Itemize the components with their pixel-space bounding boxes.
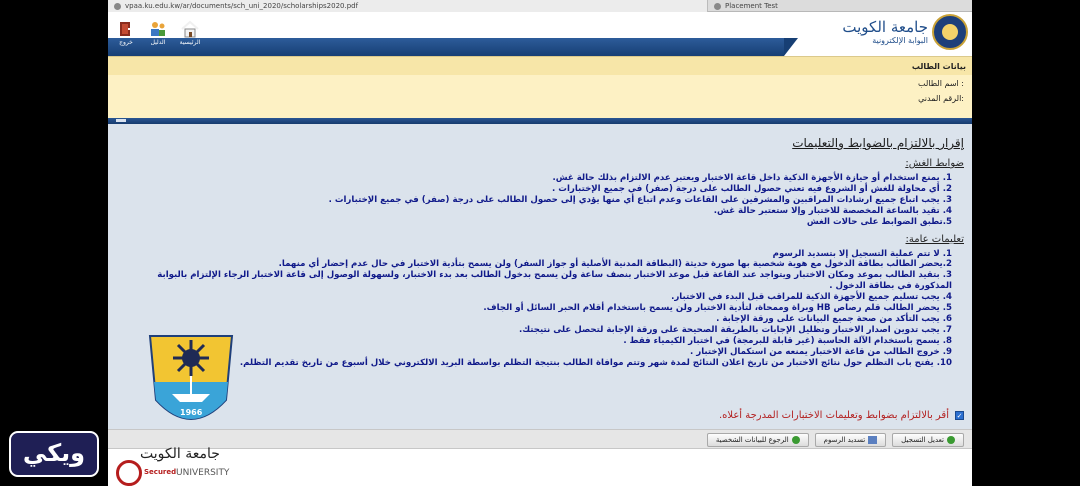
back-arrow-icon	[792, 436, 800, 444]
portal-header	[108, 12, 972, 56]
tab-url: vpaa.ku.edu.kw/ar/documents/sch_uni_2020/scholarships2020.pdf	[125, 2, 359, 10]
list-item: 5.تطبق الضوابط على حالات الغش	[806, 216, 952, 227]
list-item: 7. يجب تدوين اصدار الاختبار وتظليل الإجابات بالطريقة الصحيحة على ورقة الإجابة لتحصل على نتيجتك.	[519, 324, 952, 335]
left-letterbox	[0, 0, 108, 486]
portal-name: البوابة الإلكترونية	[872, 36, 928, 45]
action-buttons	[108, 429, 972, 449]
nav-exit-label: خروج	[119, 39, 133, 46]
list-item: 4. تقيد بالساعة المخصصة للاختبار وإلا ستعتبر حالة غش.	[713, 205, 952, 216]
secured-label: Secured	[144, 468, 177, 476]
edit-icon	[947, 436, 955, 444]
right-letterbox	[972, 0, 1080, 486]
top-nav	[112, 20, 204, 46]
header-blue-bar	[108, 38, 784, 56]
list-item: 3. يجب اتباع جميع ارشادات المراقبين والمشرفين على القاعات وعدم اتباع أي منها يؤدي إلى حصول الطالب على درجة (صفر) في جميع الإختبارات .	[328, 194, 952, 205]
edit-registration-button[interactable]	[892, 433, 964, 447]
student-section-title: بيانات الطالب	[108, 57, 972, 75]
kuwait-university-logo-icon	[146, 330, 236, 442]
student-info-panel	[108, 56, 972, 118]
pledge-content	[108, 124, 972, 429]
logo-caption-ar: جامعة الكويت	[140, 446, 220, 462]
tab-scholarships-pdf[interactable]	[108, 0, 708, 12]
pay-fees-button[interactable]	[815, 433, 886, 447]
list-item: 1. لا تتم عملية التسجيل إلا بتسديد الرسوم	[772, 248, 952, 259]
list-item: 1. يمنع استخدام أو حيازة الأجهزة الذكية داخل قاعة الاختبار ويعتبر عدم الالتزام بذلك حالة غش.	[552, 173, 952, 183]
logo-caption-en: UNIVERSITY	[176, 468, 230, 478]
agree-checkbox[interactable]: ✓	[956, 412, 963, 420]
nav-directory-label: الدليل	[150, 39, 166, 46]
civil-id-label: الرقم المدني:	[918, 94, 964, 103]
list-item: 8. يسمح باستخدام الآلة الحاسبة (غير قابلة للبرمجة) في اختبار الكيمياء فقط .	[623, 335, 952, 346]
payment-card-icon	[868, 436, 877, 444]
cheating-rules-list	[126, 173, 964, 228]
nav-home-label: الرئيسية	[179, 39, 201, 46]
university-seal-icon	[932, 14, 968, 50]
back-to-personal-label: الرجوع للبيانات الشخصية	[715, 436, 789, 444]
nav-exit[interactable]	[112, 20, 140, 46]
list-item: 2.يحضر الطالب بطاقة الدخول مع هوية شخصية بها صورة حديثة (البطاقة المدنية الأصلية أو جواز السفر) ولن يسمح بتأدية الاختبار في حال عدم إحضار أي منهما.	[278, 259, 952, 270]
nav-directory[interactable]	[144, 20, 172, 46]
general-heading: تعليمات عامة:	[905, 233, 964, 245]
page-favicon-icon	[114, 3, 121, 10]
users-icon	[148, 20, 168, 38]
list-item: 5. يحضر الطالب قلم رصاص HB وبراة وممحاة، لتأدية الاختبار ولن يسمح باستخدام أقلام الحبر السائل أو الجاف.	[483, 303, 952, 314]
list-item: 9. خروج الطالب من قاعة الاختبار يمنعه من استكمال الإختبار .	[689, 346, 952, 357]
browser-tab-bar	[108, 0, 972, 12]
university-brand	[842, 14, 968, 50]
university-name: جامعة الكويت	[842, 18, 928, 36]
page-favicon-icon	[714, 3, 721, 10]
list-item: 3. بتقيد الطالب بموعد ومكان الاختبار ويتواجد عند القاعة قبل موعد الاختبار بنصف ساعة ولن يسمح بدخول الطالب بعد بدء الاختبار، ولسهولة الوصول إلى قاعة الاختبار الرجاء الإلتزام بالبوابة المذكورة في بطاقة الدخول .	[157, 270, 952, 292]
logo-year: 1966	[180, 408, 203, 417]
list-item: 4. يجب تسليم جميع الأجهزة الذكية للمراقب قبل البدء في الاختبار.	[671, 292, 952, 303]
pledge-title: إقرار بالالتزام بالضوابط والتعليمات	[792, 136, 964, 150]
agree-row	[719, 410, 964, 421]
tab-title: Placement Test	[725, 2, 778, 10]
home-icon	[180, 20, 200, 38]
browser-window	[108, 0, 972, 486]
secured-badge-icon	[116, 460, 142, 486]
cheating-heading: ضوابط الغش:	[905, 158, 964, 169]
edit-registration-label: تعديل التسجيل	[901, 436, 944, 444]
list-item: 10. يفتح باب التظلم حول نتائج الاختبار من تاريخ اعلان النتائج لمدة شهر وتتم موافاة الطالب بنتيجة التظلم بواسطة البريد الالكتروني خلال أسبوع من تاريخ تقديم التظلم.	[239, 357, 952, 368]
exit-icon	[116, 20, 136, 38]
back-to-personal-button[interactable]	[707, 433, 809, 447]
tab-placement-test[interactable]	[708, 0, 784, 12]
pay-fees-label: تسديد الرسوم	[823, 436, 866, 444]
student-name-label: اسم الطالب :	[918, 79, 964, 88]
list-item: 6. يجب التأكد من صحة جميع البيانات على ورقة الإجابة .	[716, 313, 952, 324]
site-watermark: ويكي	[9, 431, 99, 477]
list-item: 2. أي محاولة للغش أو الشروع فيه تعني حصول الطالب على درجة (صفر) في جميع الإختبارات .	[552, 183, 952, 194]
nav-home[interactable]	[176, 20, 204, 46]
general-rules-list	[126, 249, 964, 369]
agree-text: أقر بالالتزام بضوابط وتعليمات الاختبارات المدرجة أعلاه.	[718, 410, 949, 421]
